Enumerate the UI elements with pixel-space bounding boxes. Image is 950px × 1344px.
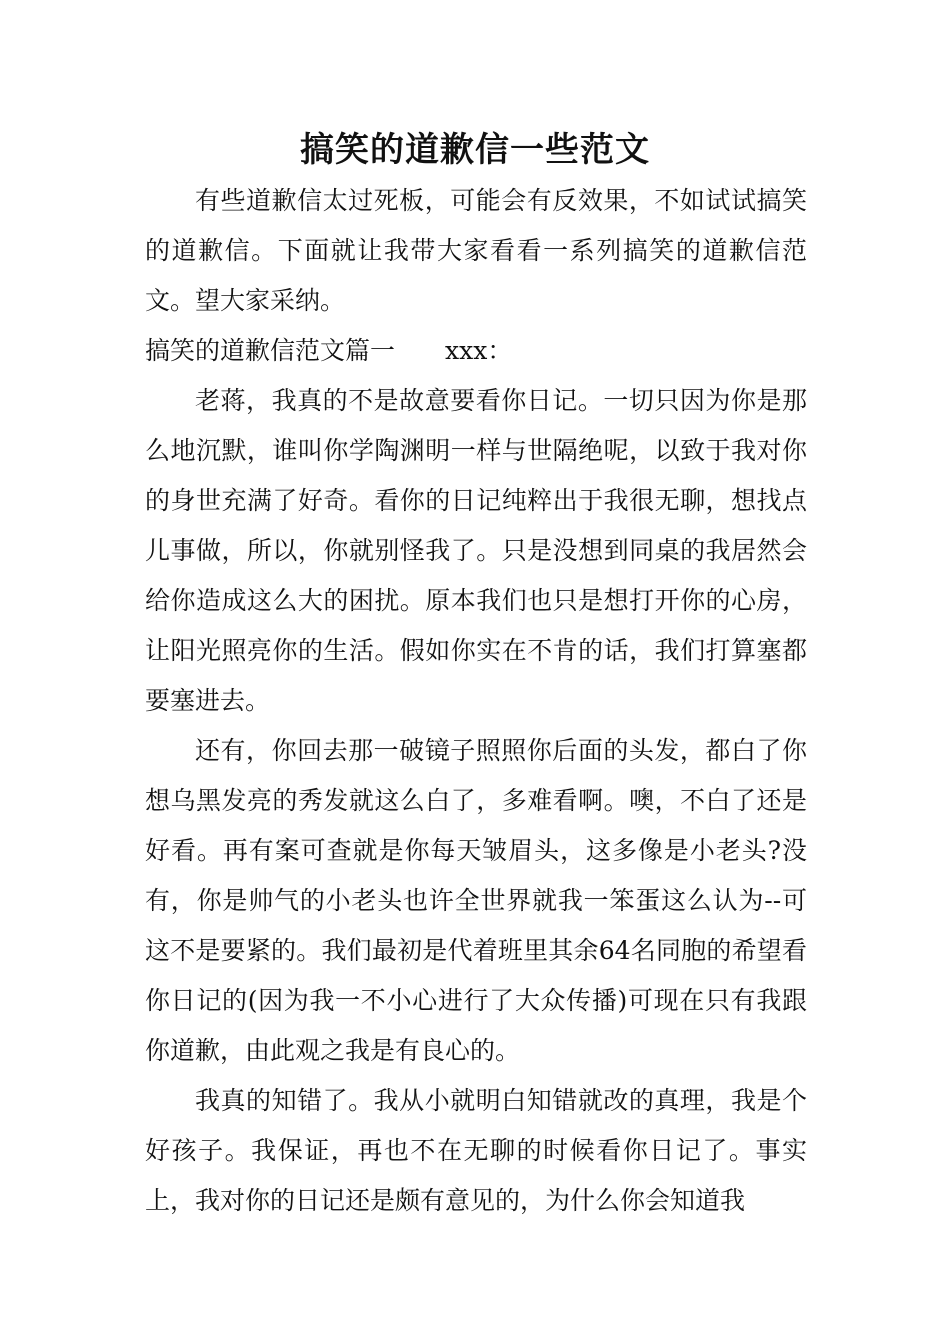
section-heading: 搞笑的道歉信范文篇一 bbox=[145, 336, 396, 365]
section-heading-line bbox=[145, 326, 807, 376]
intro-paragraph: 有些道歉信太过死板，可能会有反效果，不如试试搞笑的道歉信。下面就让我带大家看看一系列搞笑的道歉信范文。望大家采纳。 bbox=[145, 186, 807, 315]
document-title: 搞笑的道歉信一些范文 bbox=[300, 130, 650, 170]
body-paragraph: 我真的知错了。我从小就明白知错就改的真理，我是个好孩子。我保证，再也不在无聊的时候看你日记了。事实上，我对你的日记还是颇有意见的，为什么你会知道我 bbox=[145, 1086, 807, 1215]
salutation: xxx： bbox=[445, 336, 513, 365]
body-paragraph: 老蒋，我真的不是故意要看你日记。一切只因为你是那么地沉默，谁叫你学陶渊明一样与世隔绝呢，以致于我对你的身世充满了好奇。看你的日记纯粹出于我很无聊，想找点儿事做，所以，你就别怪我了。只是没想到同桌的我居然会给你造成这么大的困扰。原本我们也只是想打开你的心房，让阳光照亮你的生活。假如你实在不肯的话，我们打算塞都要塞进去。 bbox=[145, 386, 807, 715]
document-body bbox=[145, 176, 807, 1226]
body-paragraph: 还有，你回去那一破镜子照照你后面的头发，都白了你想乌黑发亮的秀发就这么白了，多难看啊。噢，不白了还是好看。再有案可查就是你每天皱眉头，这多像是小老头?没有，你是帅气的小老头也许全世界就我一笨蛋这么认为--可这不是要紧的。我们最初是代着班里其余64名同胞的希望看你日记的(因为我一不小心进行了大众传播)可现在只有我跟你道歉，由此观之我是有良心的。 bbox=[145, 736, 807, 1065]
